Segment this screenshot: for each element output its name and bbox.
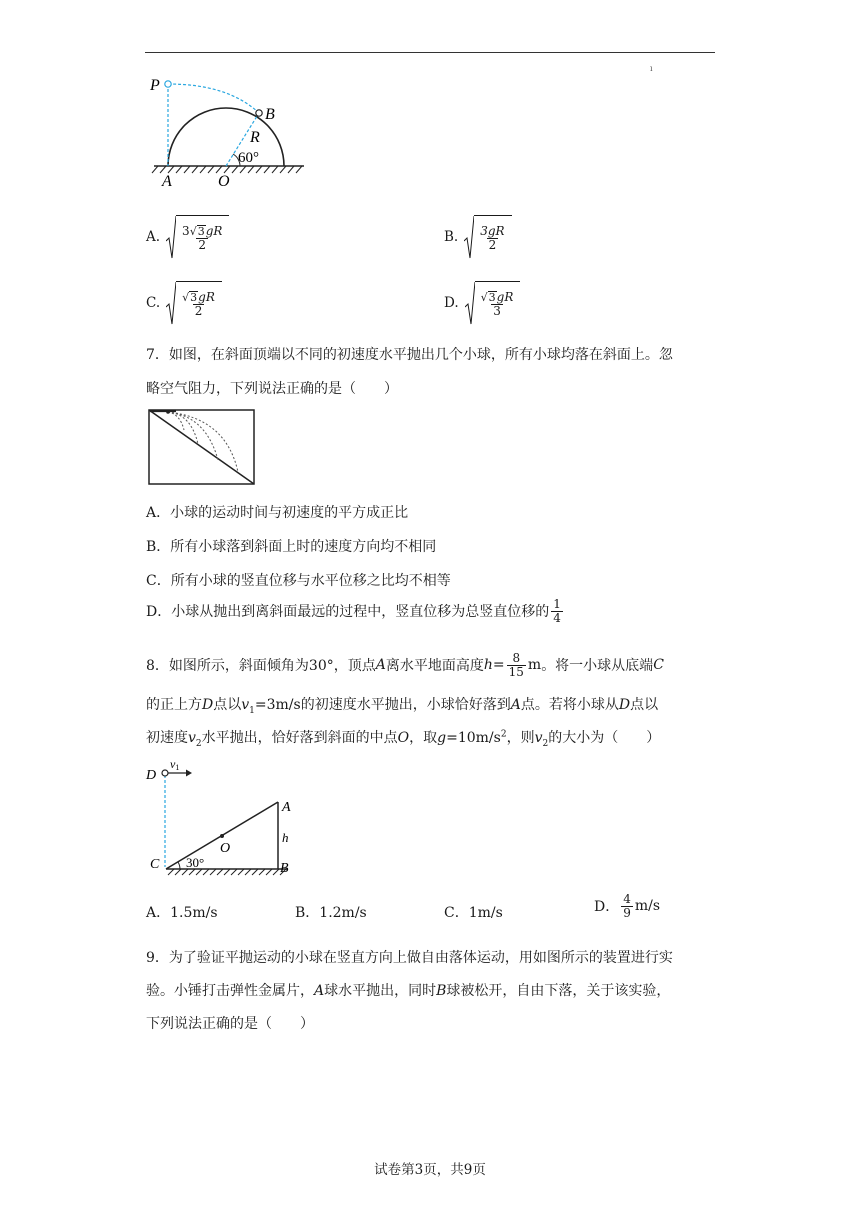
q9-stem-line2: 验。小锤打击弹性金属片，A球水平抛出，同时B球被松开，自由下落，关于该实验， [146,983,671,999]
q6-option-a[interactable] [146,215,229,259]
q7-option-d[interactable]: D． 小球从抛出到离斜面最远的过程中，竖直位移为总竖直位移的 $\frac{1}{4}$ [146,597,561,625]
q6-option-c[interactable] [146,281,222,325]
label-v1: v1 [170,757,180,772]
sqrt-expression: $\frac{3gR}{2}$ [464,215,511,259]
label-D: D [146,768,157,783]
page-footer: 试卷第3页，共9页 [374,1162,486,1178]
label-A: A [162,173,172,190]
fraction-four-ninths: $\frac{4}{9}$ [623,892,631,920]
q7-incline-figure [146,408,258,488]
q7-stem-line2: 略空气阻力，下列说法正确的是（ ） [146,381,398,397]
fraction-one-quarter: $\frac{1}{4}$ [553,597,561,625]
q8-option-a[interactable]: A．1.5m/s [146,905,218,921]
q8-stem-line3: 初速度$v_2$水平抛出，恰好落到斜面的中点O，取$g=10m/s^2$，则$v_2$的大小为（ ） [146,729,661,749]
q7-option-c[interactable]: C．所有小球的竖直位移与水平位移之比均不相等 [146,573,451,589]
q6-semicircle-figure [148,72,308,192]
header-mark: ı [650,64,653,73]
q8-option-c[interactable]: C．1m/s [444,905,503,921]
option-label: D. [444,295,459,311]
q9-stem-line1: 9．为了验证平抛运动的小球在竖直方向上做自由落体运动，用如图所示的装置进行实 [146,950,673,966]
q9-stem-line3: 下列说法正确的是（ ） [146,1016,314,1032]
label-P: P [150,77,160,94]
q7-option-a[interactable]: A．小球的运动时间与初速度的平方成正比 [146,505,409,521]
label-h: h [282,830,289,845]
q7-stem-line1: 7．如图，在斜面顶端以不同的初速度水平抛出几个小球，所有小球均落在斜面上。忽 [146,347,673,363]
label-O: O [218,173,230,190]
sqrt-expression: 3 √ 3 gR 2 [166,215,229,259]
label-B: B [280,861,289,876]
q7-option-b[interactable]: B．所有小球落到斜面上时的速度方向均不相同 [146,539,437,555]
label-O: O [220,841,231,856]
header-rule [145,52,715,53]
q8-slope-figure [144,756,304,882]
q6-option-b[interactable] [444,215,512,259]
label-B: B [265,106,275,123]
q8-option-d[interactable]: D． $\frac{4}{9}$ m/s [594,892,661,920]
label-angle-30: 30° [186,855,205,870]
label-R: R [250,129,260,146]
q8-stem-line2: 的正上方D点以$v_1=3m/s$的初速度水平抛出，小球恰好落到A点。若将小球从D点以 [146,697,659,716]
q8-option-b[interactable]: B．1.2m/s [295,905,367,921]
q8-stem-line1: 8．如图所示，斜面倾角为30°，顶点 A 离水平地面高度 h = $\frac{8}{15}$ m 。将一小球从底端 C [146,651,664,679]
option-label: C. [146,295,161,311]
option-label: A. [146,229,161,245]
label-angle-60: 60° [238,150,259,166]
sqrt-expression: √ 3 gR 3 [465,281,521,325]
q6-option-d[interactable] [444,281,520,325]
label-A: A [282,800,291,815]
option-label: B. [444,229,459,245]
label-C: C [150,857,160,872]
sqrt-expression: √ 3 gR 2 [166,281,222,325]
fraction-height: $\frac{8}{15}$ [508,651,524,679]
